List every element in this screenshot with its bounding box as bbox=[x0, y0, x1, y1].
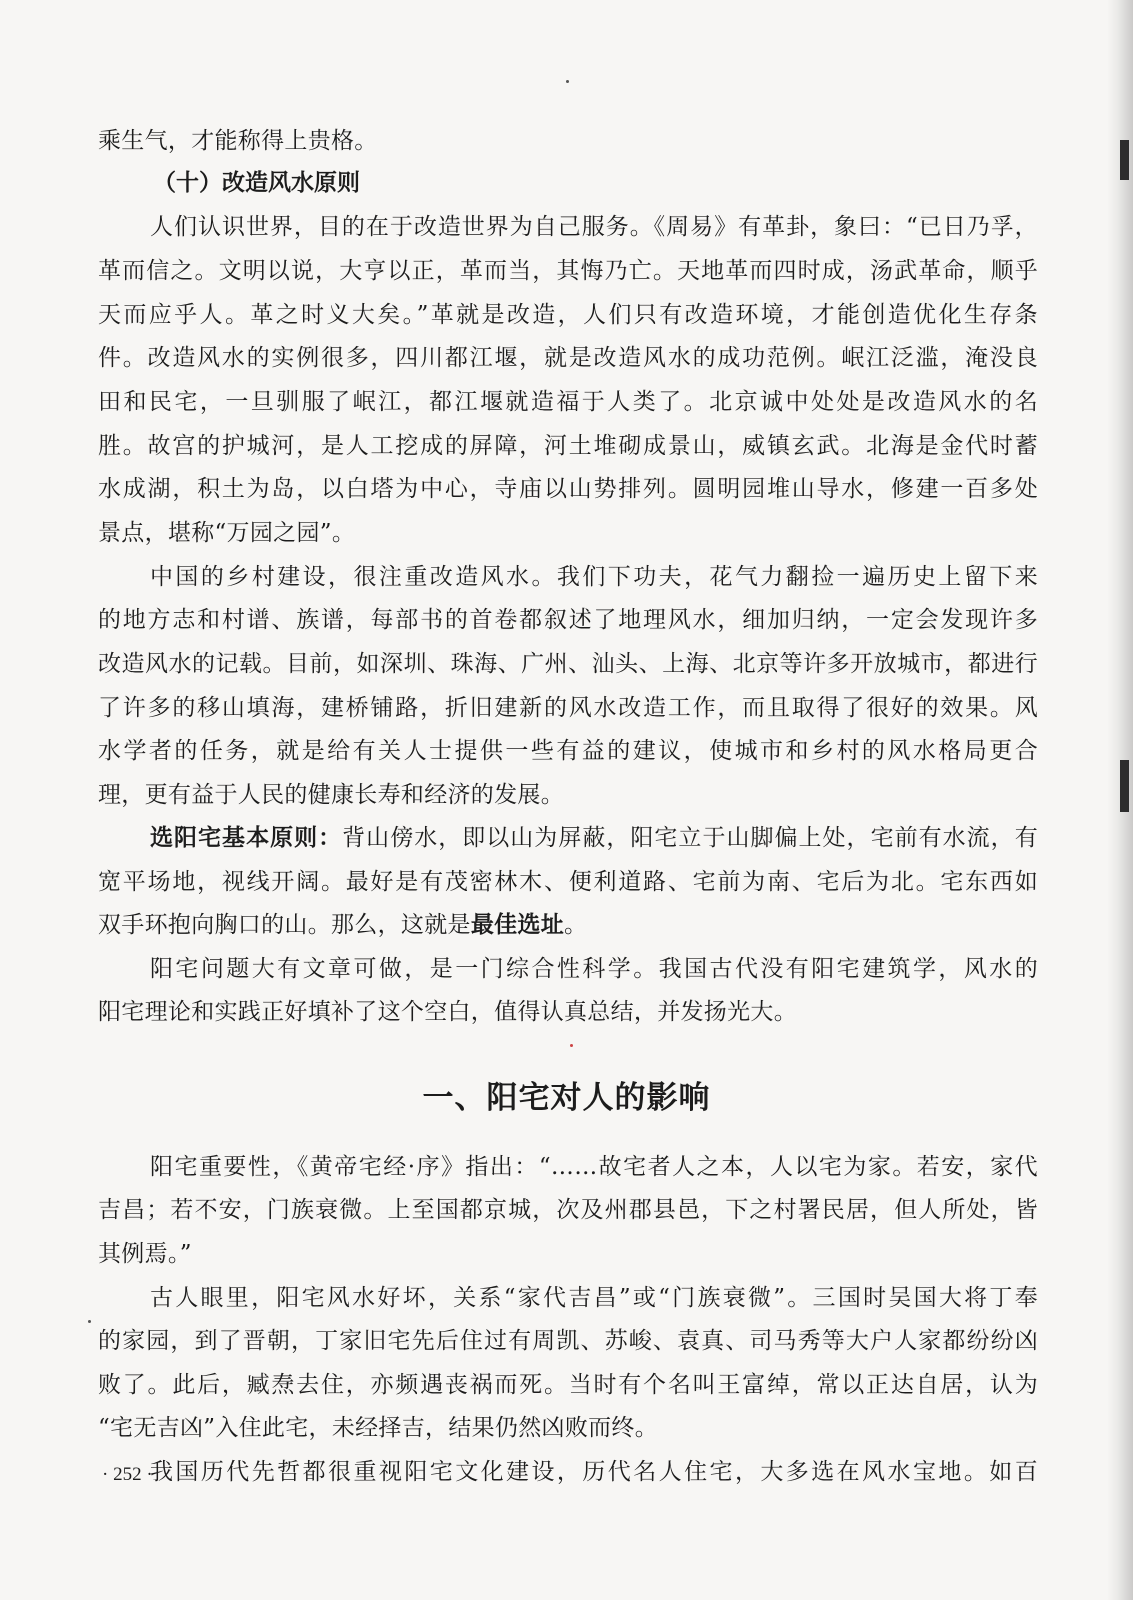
text-run: 背山傍水，即以山为屏蔽，阳宅立于山脚偏上处，宅前有水流，有 bbox=[342, 825, 1038, 851]
text-line: 田和民宅，一旦驯服了岷江，都江堰就造福于人类了。北京诚中处处是改造风水的名 bbox=[98, 389, 1038, 415]
bold-lead: 选阳宅基本原则： bbox=[150, 825, 343, 851]
text-line: 了许多的移山填海，建桥铺路，折旧建新的风水改造工作，而且取得了很好的效果。风 bbox=[98, 695, 1038, 721]
text-line: 天而应乎人。革之时义大矣。”革就是改造，人们只有改造环境，才能创造优化生存条 bbox=[98, 302, 1038, 328]
text-line bbox=[98, 910, 587, 940]
text-line: 阳宅重要性，《黄帝宅经·序》指出：“……故宅者人之本，人以宅为家。若安，家代 bbox=[150, 1154, 1038, 1180]
text-line: 改造风水的记载。目前，如深圳、珠海、广州、汕头、上海、北京等许多开放城市，都进行 bbox=[98, 651, 1038, 677]
page-number: · 252 · bbox=[102, 1464, 153, 1485]
text-line: 胜。故宫的护城河，是人工挖成的屏障，河土堆砌成景山，威镇玄武。北海是金代时蓄 bbox=[98, 433, 1038, 459]
text-line: 吉昌；若不安，门族衰微。上至国都京城，次及州郡县邑，下之村署民居，但人所处，皆 bbox=[98, 1197, 1038, 1223]
text-line: 革而信之。文明以说，大亨以正，革而当，其悔乃亡。天地革而四时成，汤武革命，顺乎 bbox=[98, 258, 1038, 284]
text-line: 的家园，到了晋朝，丁家旧宅先后住过有周凯、苏峻、袁真、司马秀等大户人家都纷纷凶 bbox=[98, 1328, 1038, 1354]
scan-speck bbox=[570, 1044, 573, 1047]
text-line: 乘生气，才能称得上贵格。 bbox=[98, 128, 378, 154]
text-line: 件。改造风水的实例很多，四川都江堰，就是改造风水的成功范例。岷江泛滥，淹没良 bbox=[98, 345, 1038, 371]
text-line: 其例焉。” bbox=[98, 1241, 192, 1267]
section-heading: （十）改造风水原则 bbox=[153, 170, 360, 196]
text-line: 的地方志和村谱、族谱，每部书的首卷都叙述了地理风水，细加归纳，一定会发现许多 bbox=[98, 607, 1038, 633]
scan-speck bbox=[566, 80, 569, 83]
text-run: 双手环抱向胸口的山。那么，这就是 bbox=[98, 912, 471, 938]
text-line bbox=[150, 823, 1038, 853]
text-line: “宅无吉凶”入住此宅，未经择吉，结果仍然凶败而终。 bbox=[98, 1415, 659, 1441]
text-line: 阳宅理论和实践正好填补了这个空白，值得认真总结，并发扬光大。 bbox=[98, 999, 797, 1025]
edge-mark bbox=[1120, 760, 1129, 812]
text-line: 宽平场地，视线开阔。最好是有茂密林木、便利道路、宅前为南、宅后为北。宅东西如 bbox=[98, 869, 1038, 895]
scan-speck bbox=[88, 1320, 91, 1323]
text-line: 水成湖，积土为岛，以白塔为中心，寺庙以山势排列。圆明园堆山导水，修建一百多处 bbox=[98, 476, 1038, 502]
text-line: 景点，堪称“万园之园”。 bbox=[98, 520, 356, 546]
text-line: 古人眼里，阳宅风水好坏，关系“家代吉昌”或“门族衰微”。三国时吴国大将丁奉 bbox=[150, 1285, 1038, 1311]
edge-mark bbox=[1120, 140, 1129, 180]
text-run: 。 bbox=[564, 912, 588, 938]
text-line: 水学者的任务，就是给有关人士提供一些有益的建议，使城市和乡村的风水格局更合 bbox=[98, 738, 1038, 764]
text-line: 人们认识世界，目的在于改造世界为自己服务。《周易》有革卦，象曰：“已日乃孚， bbox=[150, 214, 1038, 240]
text-line: 败了。此后，臧焘去住，亦频遇丧祸而死。当时有个名叫王富绰，常以正达自居，认为 bbox=[98, 1372, 1038, 1398]
text-line: 理，更有益于人民的健康长寿和经济的发展。 bbox=[98, 782, 564, 808]
text-line: 阳宅问题大有文章可做，是一门综合性科学。我国古代没有阳宅建筑学，风水的 bbox=[150, 956, 1038, 982]
text-line: 我国历代先哲都很重视阳宅文化建设，历代名人住宅，大多选在风水宝地。如百 bbox=[150, 1459, 1038, 1485]
bold-phrase: 最佳选址 bbox=[470, 912, 565, 938]
chapter-heading: 一、阳宅对人的影响 bbox=[422, 1080, 711, 1116]
text-line: 中国的乡村建设，很注重改造风水。我们下功夫，花气力翻捡一遍历史上留下来 bbox=[150, 564, 1038, 590]
